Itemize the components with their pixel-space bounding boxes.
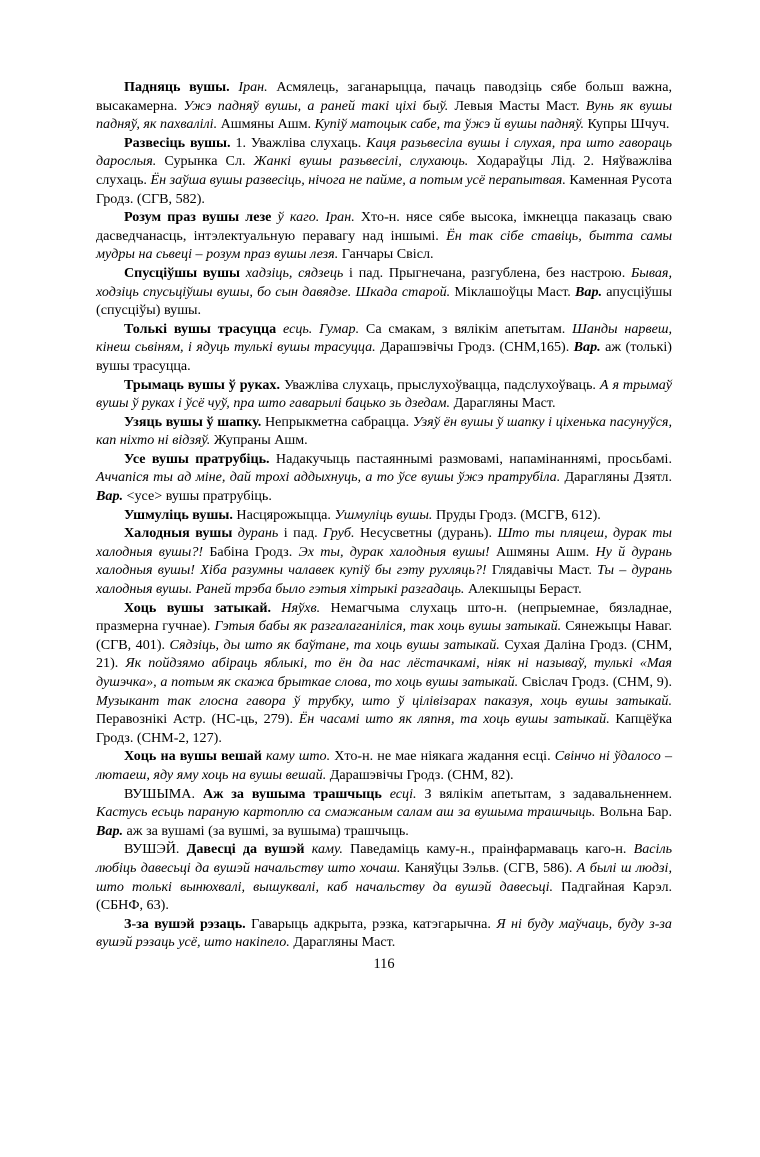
dictionary-body [96,78,672,974]
entry-definition: Насцярожыцца. [232,506,335,523]
dictionary-entry [96,785,672,841]
entry-source: Левыя Масты Маст. [448,97,586,114]
entry-definition: Немагчыма слухаць што-н. (непрыемнае, бязладнае, празмерна гучнае). [96,599,672,635]
entry-example: Сядзіць, ды што як баўтане, та хоць вушы затыкай. [169,636,500,653]
entry-source: Каменная Русота Гродз. (СГВ, 582). [96,171,673,207]
entry-source: Міклашоўцы Маст. [450,283,576,300]
entry-example: Жанкі вушы разьвесілі, слухаюць. [253,153,469,170]
entry-headword: Трымаць вушы ў руках. [124,376,280,393]
entry-headword: Спусціўшы вушы [124,264,240,281]
entry-example: Бывая, ходзіць спусьціўшы вушы, бо сын давядзе. Шкада старой. [96,264,672,300]
dictionary-entry [96,134,672,208]
dictionary-entry [96,450,672,506]
entry-definition: Паведаміць каму-н., праінфармаваць каго-н. [342,841,634,858]
entry-definition: Уважліва слухаць, прыслухоўвацца, падслухоўваць. [280,376,600,393]
dictionary-entry [96,78,672,134]
entry-headword: Хоць на вушы вешай [124,748,262,765]
entry-example: Вунь як вушы падняў, як пахвалілі. [96,97,672,133]
entry-usage-label: Іран. [238,79,268,95]
entry-variant-label: Вар. [575,283,603,300]
entry-government-plain: і пад. [278,525,318,542]
dictionary-entry [96,840,672,914]
entry-example: Ужэ падняў вушы, а раней такі ціхі быў. [183,97,449,114]
entry-source: Падгайная Карэл. (СБНФ, 63). [96,878,672,914]
entry-source: Дарагляны Маст. [450,395,556,412]
entry-headword: З-за вушэй рэзаць. [124,915,246,932]
entry-source: Свіслач Гродз. (СНМ, 9). [518,674,672,690]
dictionary-entry [96,524,672,598]
entry-sense-number: 2. [583,153,603,170]
dictionary-entry [96,208,672,264]
entry-usage-label: Груб. [317,525,355,542]
entry-source: Вольна Бар. [595,804,672,821]
dictionary-entry [96,599,672,748]
entry-government: есці. [381,785,417,802]
entry-definition: Надакучыць пастаяннымі размовамі, напамінаннямі, просьбамі. [269,450,672,467]
entry-source: Дарагляны Дзятл. [560,469,672,486]
entry-example: Ну й дурань халодныя вушы! Хіба разумны чалавек купіў бы гэту рухляць?! [96,543,672,579]
dictionary-entry [96,915,672,952]
entry-example: Ушмуліць вушы. [334,506,433,523]
entry-headword: Розум праз вушы лезе [124,209,272,226]
entry-variant-label: Вар. [96,488,124,505]
dictionary-entry [96,264,672,320]
entry-example: Я ні буду маўчаць, буду з-за вушэй рэзаць усё, што накіпело. [96,915,672,951]
entry-definition: Хто-н. не мае ніякага жадання есці. [330,748,555,765]
entry-variant: апусціўшы (спусціўы) вушы. [96,283,673,319]
entry-source: Ашмяны Ашм. [489,543,596,560]
entry-example: А былі ш людзі, што толькі вынюхвалі, вышуквалі, каб начальству да вушэй давесьці. [96,859,672,895]
dictionary-entry [96,506,672,525]
entry-usage-label: Іран. [319,209,355,226]
entry-government: есць. [276,320,313,337]
entry-example: Ты – дурань халодныя вушы. Раней трэба было гэтыя хітрыкі разгадаць. [96,562,672,598]
entry-example: Гэтыя бабы як разгалаганіліся, так хоць вушы затыкай. [214,618,562,635]
entry-government: каму што. [261,748,331,765]
entry-variant: аж за вушамі (за вушмі, за вушыма) трашчыць. [123,822,409,839]
entry-government: ў каго. [271,209,320,226]
entry-source: Купры Шчуч. [584,116,670,133]
entry-headword: Усе вушы пратрубіць. [124,450,270,467]
entry-usage-label: Гумар. [312,320,360,337]
entry-government: дурань [232,525,279,542]
entry-source: Пруды Гродз. (МСГВ, 612). [432,506,601,523]
entry-source: Каняўцы Зэльв. (СГВ, 586). [400,859,577,876]
entry-definition: Хто-н. нясе сябе высока, імкнецца паказаць сваю дасведчанасць, інтэлектуальную перавагу над іншымі. [96,209,672,244]
entry-source: Сухая Даліна Гродз. (СНМ, 21). [96,636,672,672]
entry-definition: Непрыкметна сабрацца. [261,413,413,430]
entry-source: Жупраны Ашм. [210,432,308,449]
entry-word: ВУШЭЙ. [124,841,180,858]
entry-example: А я трымаў вушы ў руках і ўсё чуў, пра што гаварылі бацько зь дзедам. [96,376,672,412]
entry-example: Ён так сібе ставіць, бытта самы мудры на сьвеці – розум праз вушы лезя. [96,227,672,263]
entry-source: Сурынка Сл. [156,153,254,170]
dictionary-entry [96,376,672,413]
entry-example: Ён часамі што як ляпня, та хоць вушы затыкай. [298,711,610,728]
entry-example: Шанды нарвеш, кінеш сьвіням, і ядуць тулькі вушы трасуцца. [96,320,672,356]
entry-headword: Халодныя вушы [124,525,233,542]
entry-headword: Толькі вушы трасуцца [124,320,277,337]
entry-definition: З вялікім апетытам, з задавальненнем. [416,785,672,802]
entry-source: Ходараўцы Лід. [468,153,584,170]
page-number: 116 [373,955,395,972]
dictionary-entry [96,413,672,450]
entry-example: Аччапіся ты ад міне, дай трохі аддыхнуць, а то ўсе вушы ўжэ пратрубіла. [96,469,561,486]
entry-definition: Несусветны (дурань). [354,525,498,542]
entry-example: Свінчо ні ўдалосо – лютаеш, яду яму хоць на вушы вешай. [96,748,672,783]
entry-sense-number: 1. [230,134,251,151]
entry-source: Ганчары Свісл. [338,246,434,263]
entry-example: Што ты пляцеш, дурак ты халодныя вушы?! [96,525,672,560]
entry-source: Алекшыцы Бераст. [464,581,582,598]
entry-example: Узяў ён вушы ў шапку і ціхенька пасунуўся, кап ніхто ні відзяў. [96,413,672,449]
entry-variant-label: Вар. [96,822,124,839]
entry-government-plain: і пад. [343,264,384,281]
entry-source: Дарашэвічы Гродз. (СНМ, 82). [326,766,514,783]
entry-headword: Узяць вушы ў шапку. [124,413,262,430]
entry-source: Капцёўка Гродз. (СНМ-2, 127). [96,711,672,746]
entry-definition: Гаварыць адкрыта, рэзка, катэгарычна. [245,915,497,932]
entry-example: Музыкант так глосна гавора ў трубку, што ў цілівізарах паказуя, хоць вушы затыкай. [96,692,672,709]
entry-variant: <усе> вушы пратрубіць. [123,488,272,505]
entry-variant: аж (толькі) вушы трасуцца. [96,339,672,374]
entry-government: хадзіць, сядзець [239,264,344,281]
entry-source: Дарашэвічы Гродз. (СНМ,165). [375,339,574,356]
entry-example: Ён заўша вушы развесіць, нічога не пайме, а потым усё перапытвая. [150,171,566,188]
entry-usage-label: Няўхв. [270,599,321,616]
entry-source: Перавознікі Астр. (НС-ць, 279). [96,711,299,728]
entry-headword: Ушмуліць вушы. [124,506,233,523]
entry-definition: Асмялець, заганарыцца, пачаць паводзіць сябе больш важна, высакамерна. [96,79,672,114]
entry-headword: Хоць вушы затыкай. [124,599,271,616]
entry-headword: Падняць вушы. [124,79,230,95]
entry-example: Купіў матоцык сабе, та ўжэ й вушы падняў. [314,116,584,133]
entry-example: Кастусь есьць параную картоплю са смажаным салам аш за вушыма трашчыць. [96,804,596,821]
entry-source: Дарагляны Маст. [289,934,396,951]
entry-headword: Аж за вушыма трашчыць [194,785,382,802]
entry-headword: Давесці да вушэй [179,841,305,858]
entry-definition: Прыгнечана, разгублена, без настрою. [383,264,631,281]
entry-example: Каця разьвесіла вушы і слухая, пра што гавораць дарослыя. [96,134,672,170]
entry-example: Як пойдзямо абіраць яблыкі, то ён да нас лёстачкамі, ніяк ні называў, тулькі «Мая душэчка», а потым як скажа брыткае слова, то хоць вушы затыкай. [96,655,672,690]
entry-source: Бабіна Гродз. [203,543,299,560]
entry-example: Эх ты, дурак халодныя вушы! [298,543,490,560]
dictionary-entry [96,747,672,784]
entry-variant-label: Вар. [573,339,601,356]
entry-source: Глядавічы Маст. [486,562,598,579]
entry-source: Ашмяны Ашм. [217,116,315,133]
entry-definition: Няўважліва слухаць. [96,153,673,188]
entry-example: Васіль любіць давесьці да вушэй начальству што хочаш. [96,841,673,876]
dictionary-entry [96,320,672,376]
entry-government: каму. [304,841,343,858]
entry-word: ВУШЫМА. [124,785,195,802]
entry-source: Сянежыцы Наваг. (СГВ, 401). [96,618,672,653]
entry-definition: Са смакам, з вялікім апетытам. [359,320,573,337]
entry-definition: Уважліва слухаць. [250,134,367,151]
entry-headword: Развесіць вушы. [124,134,231,151]
